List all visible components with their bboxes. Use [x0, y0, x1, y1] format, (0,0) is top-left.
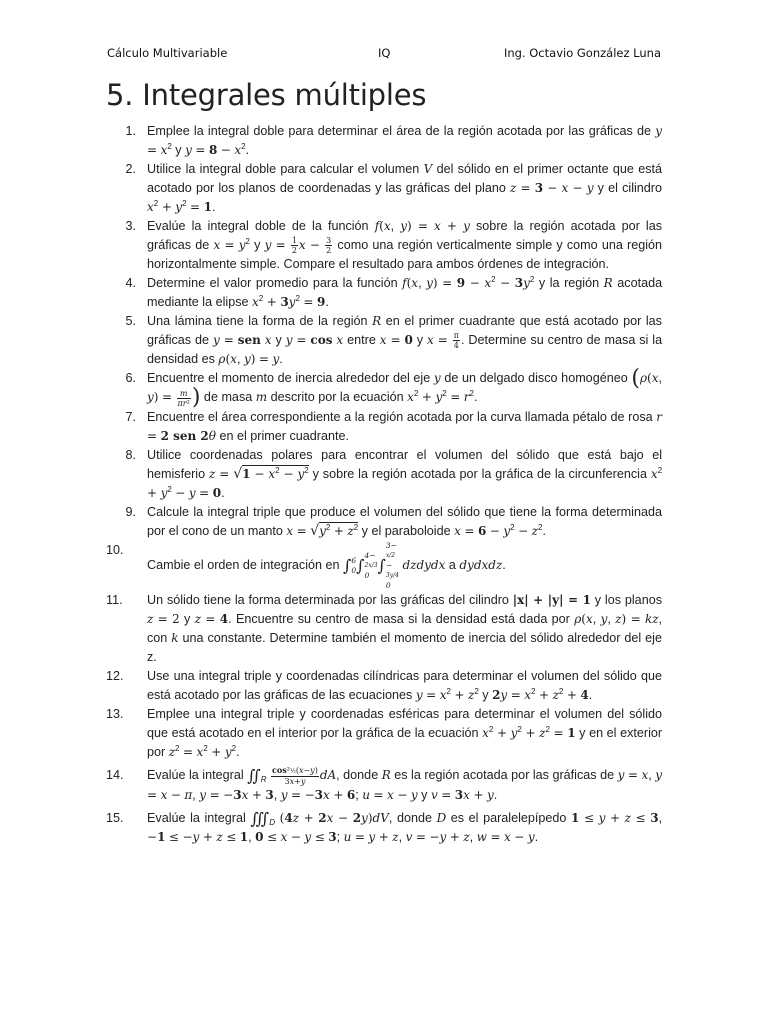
exercise-number: 2.: [125, 162, 136, 176]
exercise-item: [106, 160, 662, 217]
exercise-number: 5.: [125, 314, 136, 329]
exercise-item: [106, 667, 662, 705]
exercise-text: Un sólido tiene la forma determinada por las gráficas del cilindro |x| + |y| = 1 y los planos z = 2 y z = 4. Encuentre su centro de masa si la densidad está dada por ρ(x, y, z) = kz, con k una constante. Determine también el momento de inercia del sólido alrededor del eje z.: [147, 592, 663, 664]
page-title: 5. Integrales múltiples: [106, 78, 427, 112]
exercise-number: 4.: [125, 276, 136, 291]
exercise-text: Evalúe la integral $∬_R$ $\frac{\text{cos²½(x−y)}}{3x+y}$ dA, donde R es la región acotada por las gráficas de y = x, y = x − π, y = −3x + 3, y = −3x + 6; u = x − y y v = 3x + y.: [147, 764, 663, 802]
exercise-item: [106, 274, 662, 312]
exercise-list: [106, 122, 662, 847]
exercise-text: Encuentre el momento de inercia alrededor del eje y de un delgado disco homogéneo (ρ(x, y) = $\frac{m}{\text{πr²}}$ ) de masa m descrito por la ecuación $x^2 + y^2 = r^2$.: [147, 366, 662, 411]
exercise-text: Use una integral triple y coordenadas cilíndricas para determinar el volumen del sólido que está acotado por las gráficas de las ecuaciones $y = x^2 + z^2$ y $2y = x^2 + z^2 + 4$.: [147, 668, 662, 702]
exercise-item: [106, 312, 662, 369]
header-course: Cálculo Multivariable: [107, 46, 228, 60]
header-instructor: Ing. Octavio González Luna: [503, 46, 661, 60]
exercise-number: 13.: [106, 706, 124, 721]
exercise-item: [106, 217, 662, 274]
exercise-number: 7.: [125, 409, 136, 424]
exercise-text: Emplee la integral doble para determinar el área de la región acotada por las gráficas de $y = x^2$ y $y = 8 - x^2$.: [147, 124, 662, 157]
exercise-text: Utilice la integral doble para calcular el volumen V del sólido en el primer octante que está acotado por los planos de coordenadas y las gráficas del plano z = 3 − x − y y el cilindro $x^2 + y^2 = 1$.: [147, 162, 663, 214]
exercise-text: Cambie el orden de integración en ∫ 6 0 ∫ 4− 2x/3 0 ∫ 3− x/2 − 3y/4 0 dzdydx a dydxdz.: [147, 540, 506, 590]
exercise-item: [106, 503, 662, 541]
exercise-item: [106, 541, 662, 591]
exercise-number: 15.: [106, 810, 124, 825]
exercise-number: 3.: [125, 219, 136, 233]
exercise-item: [106, 408, 662, 446]
header-program: IQ: [378, 46, 391, 60]
exercise-item: [106, 122, 662, 160]
exercise-item: [106, 766, 662, 805]
exercise-text: Evalúe la integral doble de la función f(x, y) = x + y sobre la región acotada por las gráficas de $x = y^2$ y y = $\frac{1}{2}$ x − $\frac{3}{2}$ como una región verticalmente simple y como una región horizontalmente simple. Compare el resultado para ambos órdenes de integración.: [147, 219, 663, 272]
page-header: [107, 46, 661, 64]
exercise-number: 6.: [125, 371, 136, 386]
exercise-number: 9.: [125, 504, 136, 519]
exercise-text: Una lámina tiene la forma de la región R en el primer cuadrante que está acotado por las gráficas de y = sen x y y = cos x entre x = 0 y x = $\frac{\pi}{4}$ . Determine su centro de masa si la densidad es ρ(x, y) = y.: [147, 314, 663, 367]
exercise-item: [106, 809, 662, 847]
exercise-number: 11.: [106, 592, 123, 607]
exercise-text: Encuentre el área correspondiente a la región acotada por la curva llamada pétalo de rosa r = 2 sen 2θ en el primer cuadrante.: [147, 409, 662, 443]
exercise-item: [106, 446, 662, 503]
exercise-text: Evalúe la integral $∭_D$ (4z + 2x − 2y)dV, donde D es el paralelepípedo 1 ≤ y + z ≤ 3, −1 ≤ −y + z ≤ 1, 0 ≤ x − y ≤ 3; u = y + z, v = −y + z, w = x − y.: [147, 808, 663, 844]
exercise-item: [106, 591, 662, 667]
exercise-number: 12.: [106, 668, 124, 683]
exercise-number: 10.: [106, 542, 124, 557]
exercise-number: 8.: [125, 447, 136, 462]
exercise-item: [106, 366, 662, 411]
exercise-text: Emplee una integral triple y coordenadas esféricas para determinar el volumen del sólido que está acotado en el interior por la gráfica de la ecuación $x^2 + y^2 + z^2 = 1$ y en el exterior por $z^2 = x^2 + y^2$.: [147, 706, 663, 759]
exercise-item: [106, 705, 662, 762]
exercise-text: Utilice coordenadas polares para encontrar el volumen del sólido que está bajo el hemisferio $z = √1 - x^2 - y^2$ y sobre la región acotada por la gráfica de la circunferencia $x^2 + y^2 - y = 0$.: [147, 447, 663, 500]
exercise-number: 14.: [106, 767, 124, 782]
exercise-text: Determine el valor promedio para la función f(x, $y) = 9 - x^2 - 3y^2$ y la región R acotada mediante la elipse $x^2 + 3y^2 = 9$.: [147, 275, 663, 310]
exercise-number: 1.: [125, 124, 136, 138]
exercise-text: Calcule la integral triple que produce el volumen del sólido que tiene la forma determinada por el cono de un manto $x = √y^2 + z^2$ y el paraboloide $x = 6 - y^2 - z^2$.: [147, 504, 662, 539]
